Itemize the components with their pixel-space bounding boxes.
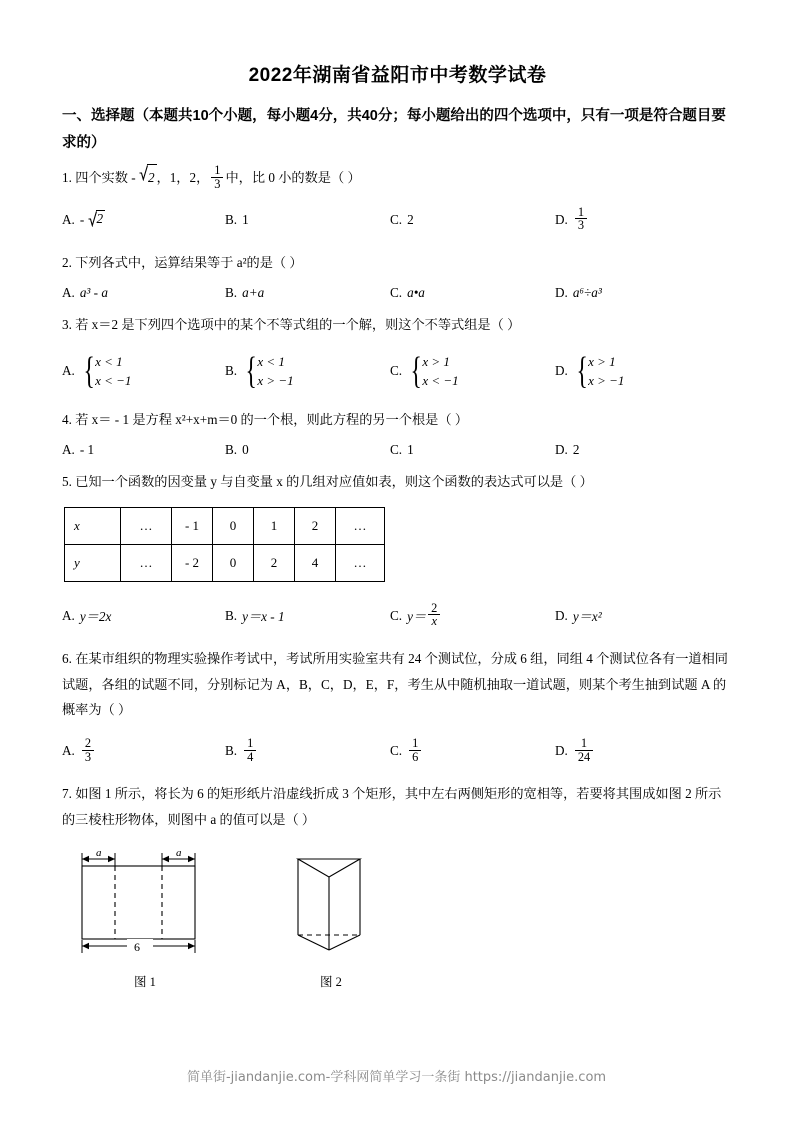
fraction [575, 206, 587, 232]
question-3 [62, 312, 733, 400]
option-label: B. [225, 211, 238, 227]
figure-2-drawing [276, 847, 386, 959]
fraction-one-third [211, 164, 223, 190]
question-4-stem: 4. 若 x＝ - 1 是方程 x²+x+m＝0 的一个根，则此方程的另一个根是（ ） [62, 412, 469, 428]
fraction-denominator: 24 [575, 750, 593, 764]
option-value: 1 [242, 211, 249, 227]
option-d[interactable] [555, 204, 720, 233]
row-label: x [65, 507, 121, 544]
option-b[interactable] [225, 285, 390, 301]
figure-1-label-right-a: a [176, 846, 182, 859]
inequality-system [573, 352, 625, 391]
figure-1-drawing [70, 847, 220, 959]
option-value: - 1 [79, 442, 95, 458]
fraction-denominator: 6 [409, 750, 421, 764]
question-2 [62, 250, 733, 304]
question-3-stem: 3. 若 x＝2 是下列四个选项中的某个不等式组的一个解，则这个不等式组是（ ） [62, 316, 521, 332]
option-c[interactable] [390, 735, 555, 764]
fraction-denominator: 4 [244, 750, 256, 764]
option-value: a⁶÷a³ [572, 284, 602, 300]
radicand: 2 [147, 164, 157, 191]
option-label: A. [62, 743, 75, 759]
option-label: C. [390, 442, 403, 458]
fraction-denominator: 3 [575, 218, 587, 232]
fraction-denominator: x [428, 614, 440, 628]
question-5 [62, 469, 733, 638]
fraction-numerator: 1 [214, 163, 221, 178]
option-value: 2 [407, 211, 414, 227]
option-label: C. [390, 743, 403, 759]
question-7 [62, 781, 733, 989]
option-a[interactable] [62, 606, 225, 625]
fraction-denominator: 3 [82, 750, 94, 764]
option-d[interactable] [555, 352, 720, 391]
option-a[interactable] [62, 735, 225, 764]
question-1-options [62, 198, 733, 242]
table-cell: - 2 [172, 544, 213, 581]
table-cell: … [336, 507, 385, 544]
option-b[interactable] [225, 606, 390, 625]
page-title: 2022年湖南省益阳市中考数学试卷 [248, 65, 547, 86]
option-label: B. [225, 607, 238, 623]
option-label: A. [62, 442, 75, 458]
fraction-numerator: 1 [580, 735, 588, 750]
inequality-system [80, 352, 132, 391]
question-4 [62, 407, 733, 461]
row-label: y [65, 544, 121, 581]
option-c[interactable] [390, 285, 555, 301]
question-1 [62, 165, 733, 242]
option-label: D. [555, 211, 568, 227]
option-value: a³ - a [79, 284, 108, 300]
question-5-stem: 5. 已知一个函数的因变量 y 与自变量 x 的几组对应值如表，则这个函数的表达式可以是（ ） [62, 474, 593, 490]
sqrt-icon [139, 164, 157, 191]
table-cell: … [121, 544, 172, 581]
figure-1-label-bottom: 6 [134, 939, 140, 954]
inequality-system [242, 352, 294, 391]
option-label: D. [555, 607, 568, 623]
page-footer: 简单街-jiandanjie.com-学科网简单学习一条街 https://jiandanjie.com [186, 1070, 607, 1085]
option-value: 0 [242, 442, 249, 458]
question-2-options [62, 282, 733, 304]
table-cell: 0 [213, 544, 254, 581]
fraction-numerator: 1 [577, 204, 585, 219]
option-label: C. [390, 284, 403, 300]
option-c[interactable] [390, 352, 555, 391]
option-label: C. [390, 363, 403, 379]
option-b[interactable] [225, 442, 390, 458]
fraction [575, 737, 593, 763]
value-table [64, 507, 385, 582]
option-label: B. [225, 363, 238, 379]
figure-1-label-left-a: a [96, 846, 102, 859]
system-row-1: x < 1 [95, 353, 123, 369]
option-a[interactable] [62, 352, 225, 391]
option-label: B. [225, 442, 238, 458]
table-cell: 2 [254, 544, 295, 581]
fraction [409, 737, 421, 763]
option-c[interactable] [390, 212, 555, 228]
question-3-options [62, 343, 733, 399]
option-prefix-minus: - [79, 211, 85, 227]
option-label: C. [390, 607, 403, 623]
option-value: y＝x - 1 [242, 609, 285, 625]
option-label: D. [555, 743, 568, 759]
option-lhs: y＝ [407, 609, 427, 625]
option-label: D. [555, 363, 568, 379]
radicand: 2 [96, 211, 104, 227]
system-row-2: x > −1 [588, 373, 625, 389]
q1-text-part-1: 1. 四个实数 - [62, 169, 136, 185]
system-row-2: x > −1 [257, 373, 294, 389]
table-cell: … [336, 544, 385, 581]
table-cell: … [121, 507, 172, 544]
question-4-options [62, 439, 733, 461]
system-row-1: x > 1 [588, 353, 616, 369]
table-cell: - 1 [172, 507, 213, 544]
fraction [428, 602, 440, 628]
left-brace-icon: { [245, 350, 257, 393]
option-d[interactable] [555, 735, 720, 764]
fraction-numerator: 1 [412, 735, 419, 750]
option-label: A. [62, 607, 75, 623]
left-brace-icon: { [83, 350, 95, 393]
fraction-numerator: 2 [431, 600, 438, 615]
question-5-options [62, 594, 733, 638]
option-b[interactable] [225, 735, 390, 764]
option-b[interactable] [225, 352, 390, 391]
option-d[interactable] [555, 285, 720, 301]
fraction-numerator: 2 [84, 735, 92, 750]
inequality-system [407, 352, 459, 391]
option-label: B. [225, 743, 238, 759]
option-c[interactable] [390, 600, 555, 629]
fraction [244, 737, 256, 763]
table-cell: 4 [295, 544, 336, 581]
question-1-stem [62, 165, 733, 192]
option-value: a+a [242, 284, 265, 300]
option-a[interactable] [62, 442, 225, 458]
system-row-2: x < −1 [95, 373, 132, 389]
option-d[interactable] [555, 606, 720, 625]
option-d[interactable] [555, 442, 720, 458]
table-row [65, 544, 385, 581]
option-a[interactable] [62, 211, 225, 228]
question-6 [62, 646, 733, 773]
option-value: y＝2x [79, 609, 112, 625]
option-value: 1 [407, 442, 414, 458]
option-a[interactable] [62, 285, 225, 301]
question-6-options [62, 729, 733, 773]
option-c[interactable] [390, 442, 555, 458]
question-7-figures [70, 847, 733, 990]
option-label: A. [62, 211, 75, 227]
option-label: D. [555, 442, 568, 458]
option-label: D. [555, 284, 568, 300]
question-7-stem: 7. 如图 1 所示，将长为 6 的矩形纸片沿虚线折成 3 个矩形，其中左右两侧矩形的宽相等，若要将其围成如图 2 所示的三棱柱形物体，则图中 a 的值可以是（ ） [62, 786, 722, 827]
figure-1 [70, 847, 220, 990]
figure-2 [276, 847, 386, 990]
figure-1-caption: 图 1 [134, 974, 156, 989]
q1-text-part-3: 中，比 0 小的数是（ ） [225, 169, 361, 185]
option-b[interactable] [225, 212, 390, 228]
option-label: A. [62, 284, 75, 300]
system-row-1: x < 1 [257, 353, 285, 369]
option-label: B. [225, 284, 238, 300]
fraction [82, 737, 94, 763]
section-heading: 一、选择题（本题共10个小题，每小题4分，共40分；每小题给出的四个选项中，只有一项是符合题目要求的） [62, 108, 726, 151]
table-cell: 1 [254, 507, 295, 544]
question-6-stem: 6. 在某市组织的物理实验操作考试中，考试所用实验室共有 24 个测试位，分成 6 组，同组 4 个测试位各有一道相同试题，各组的试题不同，分别标记为 A，B，C，D，E，F，考生从中随机抽取一道试题，则某个考生抽到试题 A 的概率为（ ） [62, 650, 728, 718]
left-brace-icon: { [410, 350, 422, 393]
q1-text-part-2: ，1，2， [156, 169, 210, 185]
system-row-1: x > 1 [422, 353, 450, 369]
table-cell: 0 [213, 507, 254, 544]
option-value: 2 [572, 442, 580, 458]
fraction-denominator: 3 [211, 177, 223, 191]
sqrt-icon [88, 210, 106, 227]
system-row-2: x < −1 [422, 373, 459, 389]
table-cell: 2 [295, 507, 336, 544]
fraction-numerator: 1 [247, 735, 254, 750]
option-label: A. [62, 363, 75, 379]
question-2-stem: 2. 下列各式中，运算结果等于 a²的是（ ） [62, 254, 303, 270]
table-row [65, 507, 385, 544]
option-label: C. [390, 211, 403, 227]
option-value: y＝x² [572, 609, 602, 625]
figure-2-caption: 图 2 [320, 974, 342, 989]
left-brace-icon: { [576, 350, 588, 393]
option-value: a•a [407, 284, 425, 300]
